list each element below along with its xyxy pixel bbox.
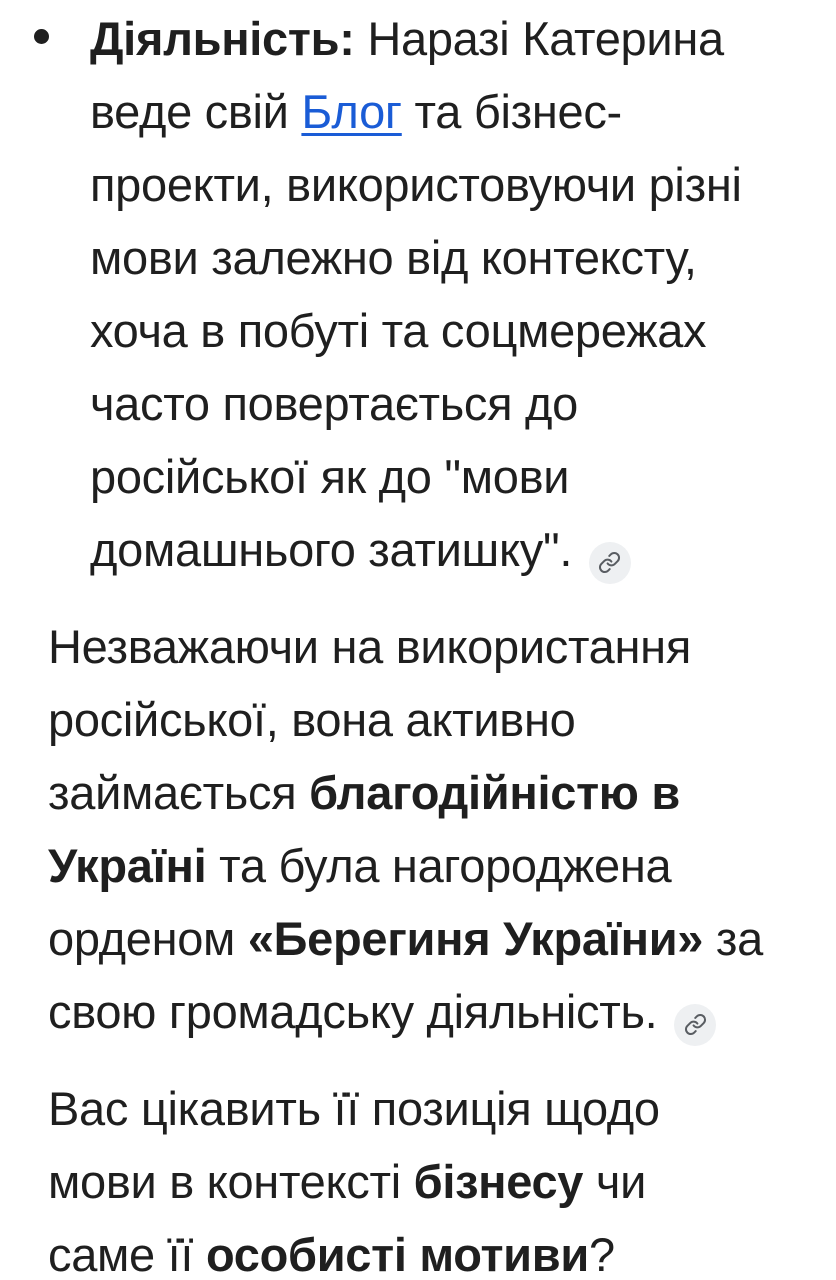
text-line: [48, 902, 816, 975]
text-line: [90, 221, 816, 294]
text-run: російської як до "мови: [90, 450, 570, 503]
text-line: [90, 2, 816, 75]
bold-text: Діяльність:: [90, 12, 355, 65]
text-line: [48, 1145, 816, 1218]
text-run: за: [703, 912, 764, 965]
text-line: [90, 513, 816, 586]
text-run: Вас цікавить її позиція щодо: [48, 1082, 660, 1135]
text-line: [48, 610, 816, 683]
blog-link[interactable]: Блог: [301, 85, 402, 138]
bold-text: бізнесу: [413, 1155, 584, 1208]
text-run: веде свій: [90, 85, 302, 138]
text-line: [90, 367, 816, 440]
citation-chip[interactable]: [674, 1004, 716, 1046]
activity-bullet-item: [48, 2, 816, 586]
link-citation-icon: [684, 1013, 707, 1036]
text-run: орденом: [48, 912, 248, 965]
bullet-marker: [34, 29, 49, 44]
text-run: мови в контексті: [48, 1155, 414, 1208]
response-text: [0, 2, 836, 1280]
text-line: [90, 440, 816, 513]
text-run: Незважаючи на використання: [48, 620, 691, 673]
bold-text: «Берегиня України»: [247, 912, 704, 965]
text-line: [48, 1218, 816, 1280]
text-line: [48, 756, 816, 829]
text-run: саме її: [48, 1228, 206, 1280]
link-citation-icon: [598, 551, 621, 574]
text-run: російської, вона активно: [48, 693, 576, 746]
text-run: домашнього затишку".: [90, 523, 585, 576]
text-line: [48, 1072, 816, 1145]
text-line: [90, 148, 816, 221]
text-run: проекти, використовуючи різні: [90, 158, 742, 211]
text-run: свою громадську діяльність.: [48, 985, 671, 1038]
text-run: займається: [48, 766, 310, 819]
text-line: [48, 975, 816, 1048]
bold-text: особисті мотиви: [205, 1228, 589, 1280]
text-run: хоча в побуті та соцмережах: [90, 304, 707, 357]
text-run: та була нагороджена: [206, 839, 672, 892]
bold-text: благодійністю в: [309, 766, 680, 819]
bold-text: Україні: [48, 839, 207, 892]
charity-paragraph: [48, 610, 816, 1048]
text-run: чи: [583, 1155, 647, 1208]
text-run: та бізнес-: [401, 85, 622, 138]
text-line: [90, 294, 816, 367]
text-run: мови залежно від контексту,: [90, 231, 697, 284]
text-run: ?: [588, 1228, 615, 1280]
text-line: [48, 683, 816, 756]
citation-chip[interactable]: [589, 542, 631, 584]
text-run: Наразі Катерина: [354, 12, 724, 65]
text-line: [90, 75, 816, 148]
question-paragraph: [48, 1072, 816, 1280]
text-run: часто повертається до: [90, 377, 579, 430]
text-line: [48, 829, 816, 902]
